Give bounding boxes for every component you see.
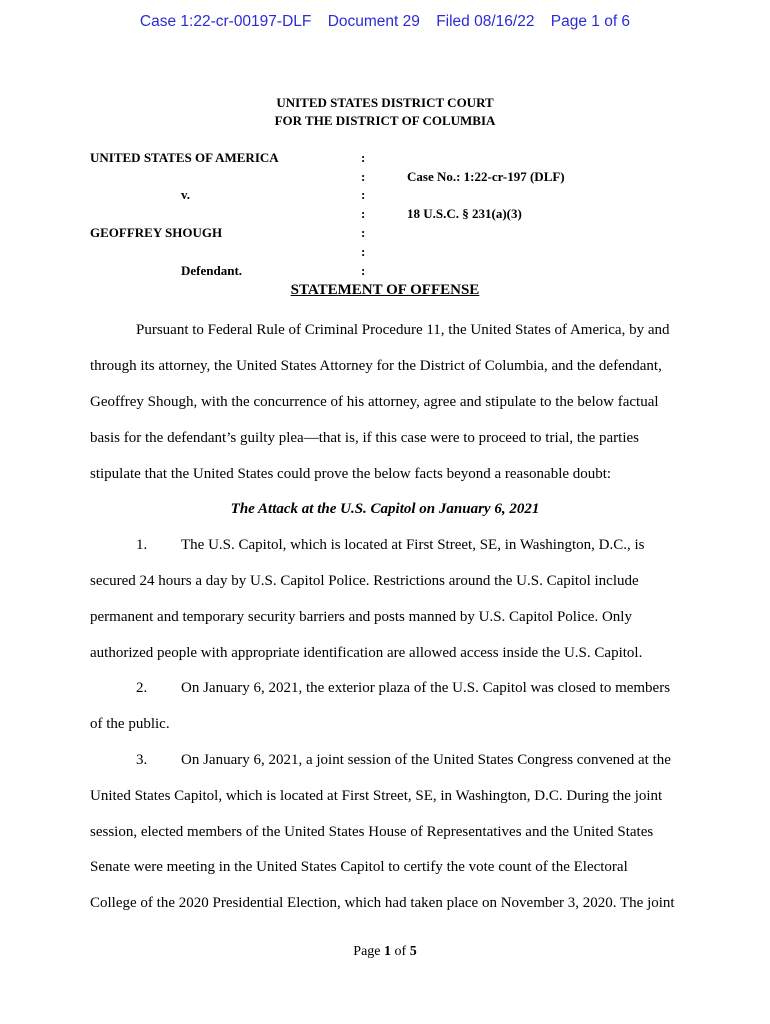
- paragraph-line: United States Capitol, which is located at First Street, SE, in Washington, D.C. During the joint: [90, 788, 663, 804]
- paragraph-line: authorized people with appropriate identification are allowed access inside the U.S. Capitol.: [90, 645, 643, 661]
- paragraph-line: College of the 2020 Presidential Election, which had taken place on November 3, 2020. The joint: [90, 895, 675, 911]
- footer-page-number: 1: [384, 944, 392, 959]
- ecf-filed-date: Filed 08/16/22: [436, 13, 535, 30]
- court-name: UNITED STATES DISTRICT COURT: [276, 95, 494, 110]
- intro-line: basis for the defendant’s guilty plea—that is, if this case were to proceed to trial, the parties: [90, 430, 639, 446]
- ecf-header: [0, 13, 770, 31]
- intro-line: Pursuant to Federal Rule of Criminal Procedure 11, the United States of America, by and: [136, 322, 670, 338]
- intro-line: through its attorney, the United States Attorney for the District of Columbia, and the defendant,: [90, 358, 662, 374]
- ecf-page-count: Page 1 of 6: [550, 13, 631, 30]
- caption-divider-colon: :: [361, 225, 366, 240]
- caption-defendant-label: Defendant.: [181, 263, 243, 278]
- caption-divider-colon: :: [361, 206, 366, 221]
- footer-of-word: of: [394, 944, 407, 959]
- caption-statute: 18 U.S.C. § 231(a)(3): [407, 206, 522, 221]
- footer-page-word: Page: [353, 944, 381, 959]
- caption-divider-colon: :: [361, 244, 366, 259]
- paragraph-number: 3.: [136, 752, 148, 768]
- paragraph-line: Senate were meeting in the United States Capitol to certify the vote count of the Electoral: [90, 859, 628, 875]
- footer-page-total: 5: [409, 944, 417, 959]
- document-title-wrap: [0, 282, 770, 299]
- caption-divider-colon: :: [361, 169, 366, 184]
- intro-line: stipulate that the United States could prove the below facts beyond a reasonable doubt:: [90, 466, 612, 482]
- caption-divider-colon: :: [361, 187, 366, 202]
- paragraph-number: 1.: [136, 537, 148, 553]
- caption-divider-colon: :: [361, 263, 366, 278]
- court-heading: [0, 94, 770, 130]
- caption-case-number: Case No.: 1:22-cr-197 (DLF): [407, 169, 565, 184]
- caption-divider-colon: :: [361, 150, 366, 165]
- page-footer: [0, 944, 770, 960]
- paragraph-line: session, elected members of the United States House of Representatives and the United States: [90, 824, 654, 840]
- paragraph-number: 2.: [136, 680, 148, 696]
- court-district: FOR THE DISTRICT OF COLUMBIA: [274, 113, 496, 128]
- paragraph-line: On January 6, 2021, the exterior plaza of the U.S. Capitol was closed to members: [181, 680, 671, 696]
- paragraph-line: The U.S. Capitol, which is located at First Street, SE, in Washington, D.C., is: [181, 537, 645, 553]
- ecf-document-number: Document 29: [327, 13, 420, 30]
- caption-plaintiff: UNITED STATES OF AMERICA: [90, 150, 279, 165]
- section-heading: The Attack at the U.S. Capitol on January 6, 2021: [230, 501, 540, 517]
- ecf-case-number: Case 1:22-cr-00197-DLF: [139, 13, 312, 30]
- document-title: STATEMENT OF OFFENSE: [290, 282, 480, 298]
- paragraph-line: On January 6, 2021, a joint session of the United States Congress convened at the: [181, 752, 671, 768]
- paragraph-line: permanent and temporary security barriers and posts manned by U.S. Capitol Police. Only: [90, 609, 632, 625]
- intro-line: Geoffrey Shough, with the concurrence of his attorney, agree and stipulate to the below factual: [90, 394, 659, 410]
- caption-defendant-name: GEOFFREY SHOUGH: [90, 225, 223, 240]
- caption-versus: v.: [181, 187, 191, 202]
- paragraph-line: secured 24 hours a day by U.S. Capitol Police. Restrictions around the U.S. Capitol include: [90, 573, 639, 589]
- paragraph-line: of the public.: [90, 716, 170, 732]
